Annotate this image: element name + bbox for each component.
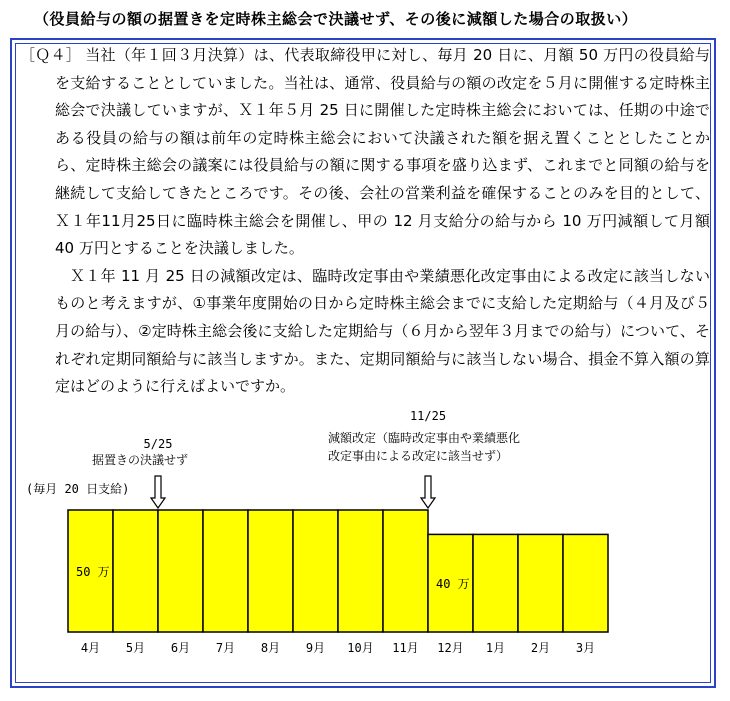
question-label: ［Ｑ４］ — [20, 46, 82, 64]
x-tick-label: 4月 — [80, 641, 101, 655]
bar-1月 — [473, 534, 518, 632]
bar-8月 — [248, 510, 293, 632]
bar-2月 — [518, 534, 563, 632]
x-tick-label: 7月 — [215, 641, 236, 655]
annotation-date: 11/25 — [409, 409, 447, 423]
x-tick-label: 8月 — [260, 641, 281, 655]
x-tick-label: 6月 — [170, 641, 191, 655]
down-arrow-icon — [421, 476, 435, 508]
question-paragraph-2: Ｘ１年 11 月 25 日の減額改定は、臨時改定事由や業績悪化改定事由による改定に該当しないものと考えますが、①事業年度開始の日から定時株主総会までに支給した定期給与（４月及び５月の給与）、②定時株主総会後に支給した定期給与（６月から翌年３月までの給与）について、それぞれ定期同額給与に該当しますか。また、定期同額給与に該当しない場合、損金不算入額の算定はどのように行えばよいですか。 — [55, 266, 710, 396]
x-tick-label: 2月 — [530, 641, 551, 655]
x-tick-label: 3月 — [575, 641, 596, 655]
x-tick-label: 9月 — [305, 641, 326, 655]
page-title: （役員給与の額の据置きを定時株主総会で決議せず、その後に減額した場合の取扱い） — [34, 10, 638, 28]
segment-value-label: 40 万 — [436, 577, 470, 592]
annotation-text: 改定事由による改定に該当せず） — [328, 449, 509, 463]
annotation-text: 据置きの決議せず — [92, 453, 189, 467]
bar-5月 — [113, 510, 158, 632]
annotation-date: 5/25 — [143, 437, 173, 451]
x-tick-label: 1月 — [485, 641, 506, 655]
payment-note: (毎月 20 日支給) — [26, 482, 130, 496]
question-paragraph-1-text: 当社（年１回３月決算）は、代表取締役甲に対し、毎月 20 日に、月額 50 万円の役員給与を支給することとしていました。当社は、通常、役員給与の額の改定を５月に開催する定時株主総会で決議していますが、Ｘ１年５月 25 日に開催した定時株主総会においては、任期の中途である役員の給与の額は前年の定時株主総会において決議された額を据え置くこととしたことから、定時株主総会の議案には役員給与の額に関する事項を盛り込まず、これまでと同額の給与を継続して支給してきたところです。その後、会社の営業利益を確保することのみを目的として、Ｘ１年11月25日に臨時株主総会を開催し、甲の 12 月支給分の給与から 10 万円減額して月額 40 万円とすることを決議しました。 — [55, 46, 710, 258]
bar-9月 — [293, 510, 338, 632]
annotation-text: 減額改定（臨時改定事由や業績悪化 — [328, 431, 521, 445]
segment-value-label: 50 万 — [76, 565, 110, 579]
bar-10月 — [338, 510, 383, 632]
bar-6月 — [158, 510, 203, 632]
x-tick-label: 11月 — [392, 641, 419, 655]
annotation-5-25 — [92, 437, 188, 508]
bar-3月 — [563, 534, 608, 632]
bar-11月 — [383, 510, 428, 632]
annotation-11-25 — [328, 409, 520, 508]
bar-7月 — [203, 510, 248, 632]
x-tick-label: 12月 — [437, 641, 464, 655]
down-arrow-icon — [151, 476, 165, 508]
x-tick-label: 10月 — [347, 641, 374, 655]
x-tick-label: 5月 — [125, 641, 146, 655]
